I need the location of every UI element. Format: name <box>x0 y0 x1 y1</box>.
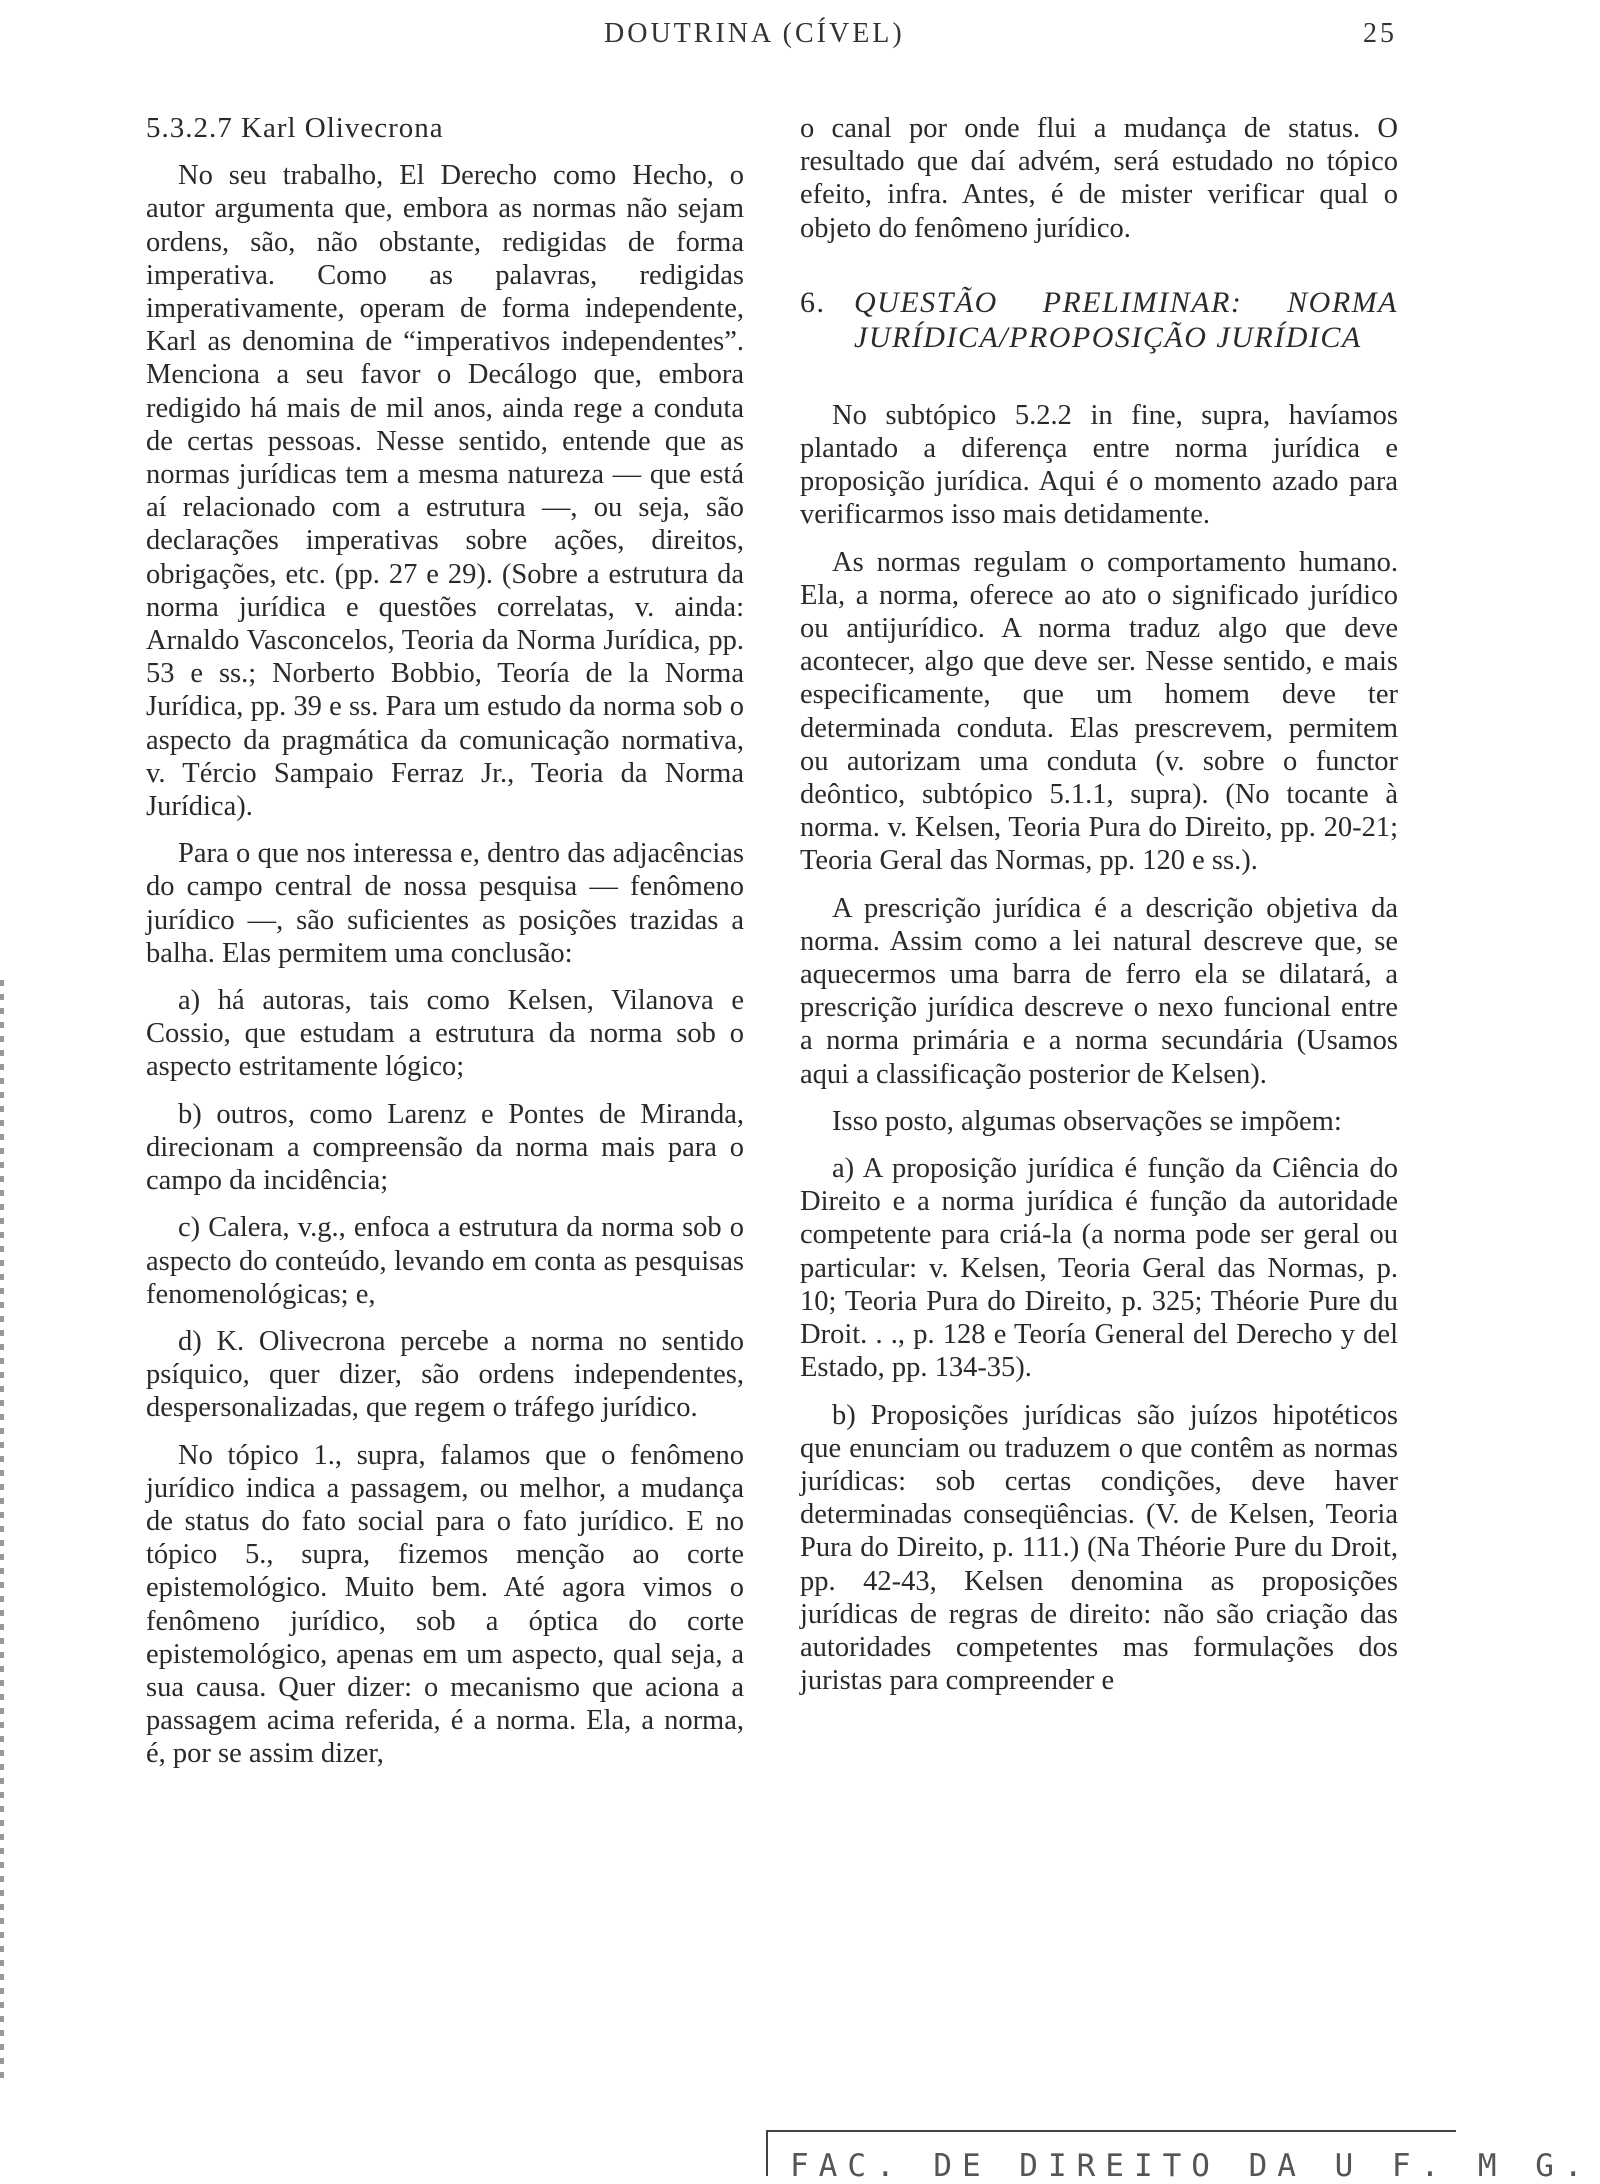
paragraph: Isso posto, algumas observações se impõem: <box>832 1105 1342 1137</box>
section-title: QUESTÃO PRELIMINAR: NORMA JURÍDICA/PROPOSIÇÃO JURÍDICA <box>854 285 1398 354</box>
paragraph: Para o que nos interessa e, dentro das adjacências do campo central de nossa pesquisa — fenômeno jurídico —, são suficientes as posições trazidas a balha. Elas permitem uma conclusão: <box>146 838 744 969</box>
subsection-heading: 5.3.2.7 Karl Olivecrona <box>146 112 444 144</box>
paragraph: A prescrição jurídica é a descrição objetiva da norma. Assim como a lei natural descreve que, se aquecermos uma barra de ferro ela se dilatará, a prescrição jurídica descreve o nexo funcional entre a norma primária e a norma secundária (Usamos aqui a classificação posterior de Kelsen). <box>800 892 1398 1090</box>
list-item: c) Calera, v.g., enfoca a estrutura da norma sob o aspecto do conteúdo, levando em conta as pesquisas fenomenológicas; e, <box>146 1212 744 1310</box>
list-item: d) K. Olivecrona percebe a norma no sentido psíquico, quer dizer, são ordens independentes, despersonalizadas, que regem o tráfego jurídico. <box>146 1325 744 1424</box>
list-item: b) outros, como Larenz e Pontes de Miranda, direcionam a compreensão da norma mais para o campo da incidência; <box>146 1098 744 1197</box>
list-item: a) A proposição jurídica é função da Ciência do Direito e a norma jurídica é função da autoridade competente para criá-la (a norma pode ser geral ou particular: v. Kelsen, Teoria Geral das Normas, p. 10; Teoria Pura do Direito, p. 325; Théorie Pure du Droit. . ., p. 128 e Teoría General del Derecho y del Estado, pp. 134-35). <box>800 1153 1398 1384</box>
paragraph: No tópico 1., supra, falamos que o fenômeno jurídico indica a passagem, ou melhor, a mudança de status do fato social para o fato jurídico. E no tópico 5., supra, fizemos menção ao corte epistemológico. Muito bem. Até agora vimos o fenômeno jurídico, sob a óptica do corte epistemológico, apenas em um aspecto, qual seja, a sua causa. Quer dizer: o mecanismo que aciona a passagem acima referida, é a norma. Ela, a norma, é, por se assim dizer, <box>146 1439 744 1770</box>
page-number: 25 <box>1363 18 1397 49</box>
running-title: DOUTRINA (CÍVEL) <box>604 18 905 49</box>
right-column <box>800 112 1398 1711</box>
list-item: a) há autoras, tais como Kelsen, Vilanova e Cossio, que estudam a estrutura da norma sob o aspecto estritamente lógico; <box>146 985 744 1083</box>
paragraph: No seu trabalho, El Derecho como Hecho, o autor argumenta que, embora as normas não sejam ordens, são, não obstante, redigidas de forma imperativa. Como as palavras, redigidas imperativamente, operam de forma independente, Karl as denomina de “imperativos independentes”. Menciona a seu favor o Decálogo que, embora redigido há mais de mil anos, ainda rege a conduta de certas pessoas. Nesse sentido, entende que as normas jurídicas tem a mesma natureza — que está aí relacionado com a estrutura —, ou seja, são declarações imperativas sobre ações, direitos, obrigações, etc. (pp. 27 e 29). (Sobre a estrutura da norma jurídica e questões correlatas, v. ainda: Arnaldo Vasconcelos, Teoria da Norma Jurídica, pp. 53 e ss.; Norberto Bobbio, Teoría de la Norma Jurídica, pp. 39 e ss. Para um estudo da norma sob o aspecto da pragmática da comunicação normativa, v. Tércio Sampaio Ferraz Jr., Teoria da Norma Jurídica). <box>146 160 744 823</box>
library-stamp: FAC. DE DIREITO DA U F. M G. <box>766 2130 1456 2176</box>
continuation-paragraph: o canal por onde flui a mudança de status. O resultado que daí advém, será estudado no tópico efeito, infra. Antes, é de mister verificar qual o objeto do fenômeno jurídico. <box>800 113 1398 244</box>
scan-edge-marks <box>0 980 4 2080</box>
list-item: b) Proposições jurídicas são juízos hipotéticos que enunciam ou traduzem o que contêm as normas jurídicas: sob certas condições, deve haver determinadas conseqüências. (V. de Kelsen, Teoria Pura do Direito, p. 111.) (Na Théorie Pure du Droit, pp. 42-43, Kelsen denomina as proposições jurídicas de regras de direito: não são criação das autoridades competentes mas formulações dos juristas para compreender e <box>800 1399 1398 1697</box>
paragraph: As normas regulam o comportamento humano. Ela, a norma, oferece ao ato o significado jurídico ou antijurídico. A norma traduz algo que deve acontecer, algo que deve ser. Nesse sentido, e mais especificamente, que um homem deve ter determinada conduta. Elas prescrevem, permitem ou autorizam uma conduta (v. sobre o functor deôntico, subtópico 5.1.1, supra). (No tocante à norma. v. Kelsen, Teoria Pura do Direito, pp. 20-21; Teoria Geral das Normas, pp. 120 e ss.). <box>800 546 1398 877</box>
paragraph: No subtópico 5.2.2 in fine, supra, havíamos plantado a diferença entre norma jurídica e proposição jurídica. Aqui é o momento azado para verificarmos isso mais detidamente. <box>800 399 1398 531</box>
section-number: 6. <box>800 285 826 319</box>
left-column <box>146 112 744 1785</box>
section-heading <box>800 285 1398 355</box>
